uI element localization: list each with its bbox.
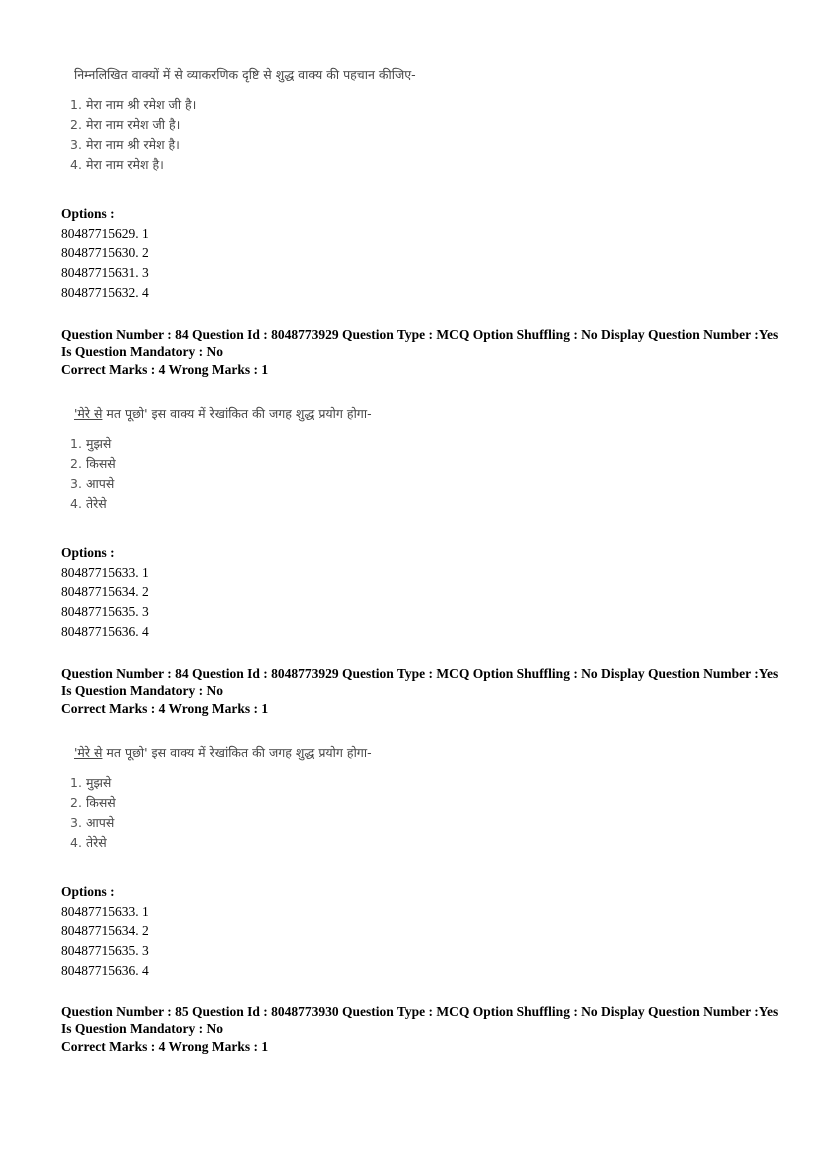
choice-item: 4. तेरेसे	[70, 835, 107, 850]
mandatory-line: Is Question Mandatory : No	[61, 683, 224, 698]
question-meta-line: Question Number : 84 Question Id : 8048773929 Question Type : MCQ Option Shuffling : No Display Question Number :	[61, 666, 759, 681]
choice-item: 3. आपसे	[70, 815, 115, 830]
option-id: 80487715632. 4	[61, 284, 149, 300]
question-stem: निम्नलिखित वाक्यों में से व्याकरणिक दृष्टि से शुद्ध वाक्य की पहचान कीजिए-	[74, 67, 416, 82]
option-id: 80487715633. 1	[61, 564, 149, 580]
question-meta-2	[61, 665, 777, 717]
option-id: 80487715635. 3	[61, 604, 149, 620]
options-label: Options :	[61, 206, 115, 221]
question-choices	[70, 773, 372, 853]
question-meta-3	[61, 1003, 777, 1055]
choice-item: 1. मुझसे	[70, 775, 112, 790]
question-stem: 'मेरे से मत पूछो' इस वाक्य में रेखांकित की जगह शुद्ध प्रयोग होगा-	[74, 406, 372, 421]
options-block-1	[61, 204, 149, 303]
mandatory-line: Is Question Mandatory : No	[61, 1021, 224, 1036]
options-block-3	[61, 882, 149, 981]
marks-line: Correct Marks : 4 Wrong Marks : 1	[61, 701, 269, 716]
question-meta-yes: Yes	[758, 1004, 779, 1019]
option-id: 80487715634. 2	[61, 584, 149, 600]
options-label: Options :	[61, 545, 115, 560]
choice-item: 4. मेरा नाम रमेश है।	[70, 157, 164, 172]
marks-line: Correct Marks : 4 Wrong Marks : 1	[61, 1039, 269, 1054]
question-choices	[70, 434, 372, 514]
option-id: 80487715636. 4	[61, 623, 149, 639]
choice-item: 4. तेरेसे	[70, 496, 107, 511]
choice-item: 1. मुझसे	[70, 436, 112, 451]
question-image-2	[70, 405, 372, 514]
question-image-3	[70, 744, 372, 853]
choice-item: 2. किससे	[70, 456, 116, 471]
question-image-1	[70, 66, 416, 175]
question-meta-yes: Yes	[758, 327, 779, 342]
choice-item: 3. आपसे	[70, 476, 115, 491]
question-meta-1	[61, 326, 777, 378]
question-choices	[70, 95, 416, 175]
question-stem: 'मेरे से मत पूछो' इस वाक्य में रेखांकित की जगह शुद्ध प्रयोग होगा-	[74, 745, 372, 760]
question-meta-line: Question Number : 85 Question Id : 8048773930 Question Type : MCQ Option Shuffling : No Display Question Number :	[61, 1004, 759, 1019]
options-label: Options :	[61, 884, 115, 899]
option-id: 80487715630. 2	[61, 245, 149, 261]
choice-item: 2. किससे	[70, 795, 116, 810]
option-id: 80487715629. 1	[61, 225, 149, 241]
choice-item: 1. मेरा नाम श्री रमेश जी है।	[70, 97, 197, 112]
choice-item: 3. मेरा नाम श्री रमेश है।	[70, 137, 180, 152]
options-block-2	[61, 543, 149, 642]
question-meta-line: Question Number : 84 Question Id : 8048773929 Question Type : MCQ Option Shuffling : No Display Question Number :	[61, 327, 759, 342]
marks-line: Correct Marks : 4 Wrong Marks : 1	[61, 362, 269, 377]
option-id: 80487715634. 2	[61, 923, 149, 939]
option-id: 80487715631. 3	[61, 265, 149, 281]
option-id: 80487715633. 1	[61, 903, 149, 919]
question-meta-yes: Yes	[758, 666, 779, 681]
choice-item: 2. मेरा नाम रमेश जी है।	[70, 117, 181, 132]
mandatory-line: Is Question Mandatory : No	[61, 344, 224, 359]
option-id: 80487715636. 4	[61, 962, 149, 978]
option-id: 80487715635. 3	[61, 943, 149, 959]
